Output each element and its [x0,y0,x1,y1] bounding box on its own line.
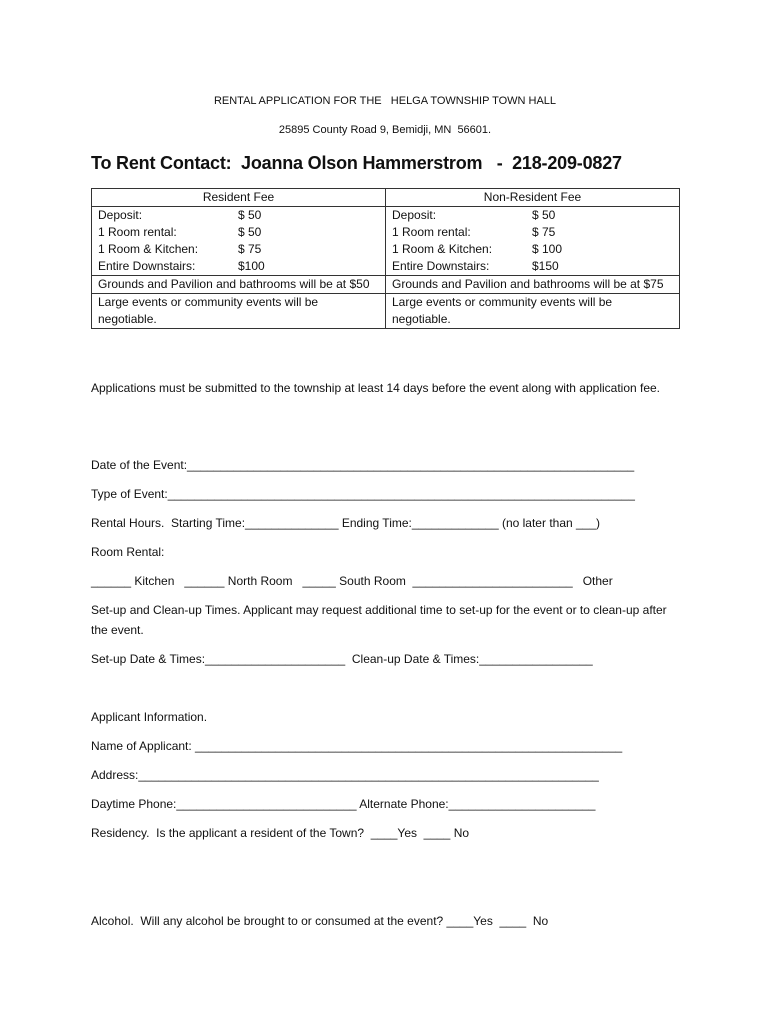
fee-table-row [92,207,680,276]
fee-table-row [92,294,680,329]
fee-amount: $100 [238,259,265,273]
fee-line [98,224,379,241]
resident-fee-list [92,207,386,276]
nonresident-fee-header: Non-Resident Fee [386,189,680,207]
nonresident-grounds-fee: Grounds and Pavilion and bathrooms will be at $75 [386,276,680,294]
applicant-address-field[interactable]: Address:_____________________________________________________________________ [91,768,599,782]
applicant-name-field[interactable]: Name of Applicant: ________________________________________________________________ [91,739,623,753]
submission-notice: Applications must be submitted to the township at least 14 days before the event along with application fee. [91,381,661,395]
resident-large-events: Large events or community events will be negotiable. [92,294,386,329]
fee-table-row [92,276,680,294]
alcohol-question[interactable]: Alcohol. Will any alcohol be brought to or consumed at the event? ____Yes ____ No [91,914,549,928]
room-rental-label: Room Rental: [91,545,165,559]
resident-fee-header: Resident Fee [92,189,386,207]
fee-amount: $ 75 [238,242,262,256]
hall-address: 25895 County Road 9, Bemidji, MN 56601. [278,124,492,136]
fee-amount: $150 [532,259,559,273]
fee-table [91,188,680,329]
document-title: RENTAL APPLICATION FOR THE HELGA TOWNSHIP TOWN HALL [213,95,557,107]
fee-amount: $ 50 [532,208,556,222]
fee-label: Deposit: [98,208,143,222]
applicant-info-heading: Applicant Information. [91,710,208,724]
fee-label: Deposit: [392,208,437,222]
date-of-event-field[interactable]: Date of the Event:___________________________________________________________________ [91,458,635,472]
fee-amount: $ 50 [238,225,262,239]
setup-cleanup-dates-field[interactable]: Set-up Date & Times:_____________________ Clean-up Date & Times:_________________ [91,652,593,666]
fee-table-header-row [92,189,680,207]
residency-question[interactable]: Residency. Is the applicant a resident of the Town? ____Yes ____ No [91,826,470,840]
fee-label: Entire Downstairs: [98,259,196,273]
fee-line [98,207,379,224]
nonresident-fee-list [386,207,680,276]
fee-label: 1 Room & Kitchen: [392,242,493,256]
fee-label: 1 Room rental: [98,225,177,239]
phone-fields[interactable]: Daytime Phone:___________________________ Alternate Phone:______________________ [91,797,596,811]
type-of-event-field[interactable]: Type of Event:______________________________________________________________________ [91,487,635,501]
fee-label: 1 Room rental: [392,225,471,239]
resident-grounds-fee: Grounds and Pavilion and bathrooms will be at $50 [92,276,386,294]
fee-line [392,241,673,258]
setup-cleanup-note: Set-up and Clean-up Times. Applicant may request additional time to set-up for the event or to clean-up after the event. [91,603,667,637]
contact-heading: To Rent Contact: Joanna Olson Hammerstrom - 218-209-0827 [91,153,622,173]
room-options-field[interactable]: ______ Kitchen ______ North Room _____ South Room ________________________ Other [91,574,613,588]
fee-line [392,207,673,224]
fee-amount: $ 75 [532,225,556,239]
nonresident-large-events: Large events or community events will be negotiable. [386,294,680,329]
fee-line [392,258,673,275]
fee-amount: $ 50 [238,208,262,222]
fee-line [98,258,379,275]
fee-label: 1 Room & Kitchen: [98,242,199,256]
rental-hours-field[interactable]: Rental Hours. Starting Time:______________ Ending Time:_____________ (no later than ___) [91,516,601,530]
fee-line [98,241,379,258]
fee-line [392,224,673,241]
fee-amount: $ 100 [532,242,563,256]
fee-label: Entire Downstairs: [392,259,490,273]
